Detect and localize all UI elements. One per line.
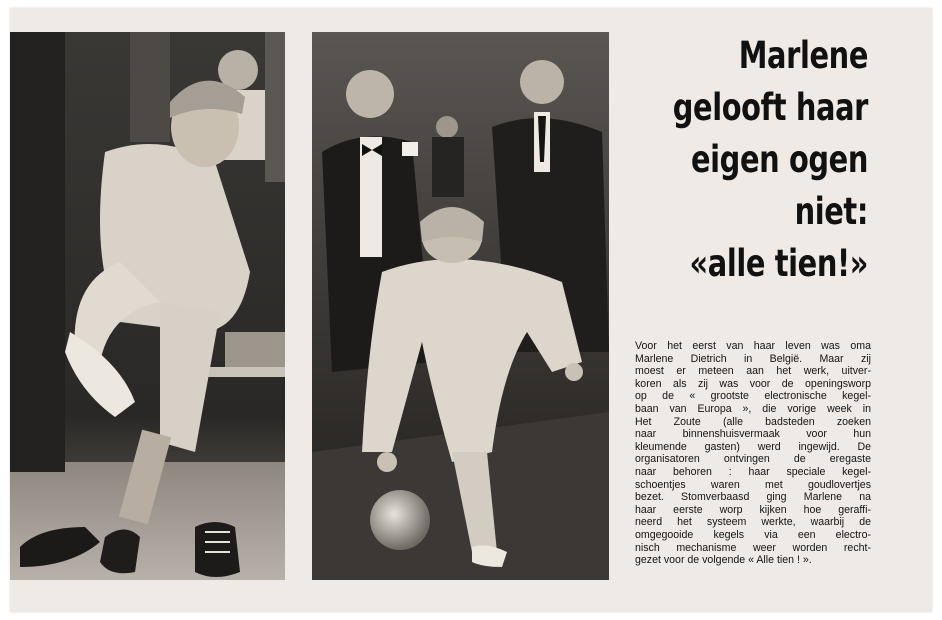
- headline-line: Marlene: [738, 34, 868, 77]
- body-line: bezet. Stomverbaasd ging Marlene na: [635, 491, 871, 504]
- body-line: haar eerste worp kijken hoe geraffi-: [635, 503, 871, 516]
- headline-line: «alle tien!»: [689, 242, 868, 285]
- body-line: naar binnenshuisvermaak voor hun: [635, 428, 871, 441]
- body-line: schoentjes waren met goudlovertjes: [635, 478, 871, 491]
- photo-marlene-putting-on-shoes: [10, 32, 285, 580]
- body-line: naar behoren : haar speciale kegel-: [635, 465, 871, 478]
- body-line: neerd het systeem werkte, waarbij de: [635, 516, 871, 529]
- body-line: baan van Europa », die vorige week in: [635, 402, 871, 415]
- body-line: Het Zoute (alle badsteden zoeken: [635, 415, 871, 428]
- headline-line: eigen ogen: [691, 138, 868, 181]
- magazine-page: [10, 8, 932, 612]
- body-line: koren als zij was voor de openingsworp: [635, 377, 871, 390]
- body-line: Marlene Dietrich in België. Maar zij: [635, 352, 871, 365]
- body-line: nisch mechanisme weer worden recht-: [635, 541, 871, 554]
- article-body: [635, 340, 871, 567]
- body-line: gezet voor de volgende « Alle tien ! ».: [635, 554, 812, 567]
- body-line: organisatoren ontvingen de eregaste: [635, 453, 871, 466]
- headline-line: niet:: [794, 190, 868, 233]
- body-line: Voor het eerst van haar leven was oma: [635, 340, 871, 352]
- article-headline: [665, 30, 868, 290]
- body-line: moest er meteen aan het werk, uitver-: [635, 365, 871, 378]
- photo-marlene-bowling: [312, 32, 609, 580]
- body-line: op de « grootste electronische kegel-: [635, 390, 871, 403]
- headline-line: gelooft haar: [672, 86, 868, 129]
- body-line: omgegooide kegels via een electro-: [635, 528, 871, 541]
- body-line: kleumende gasten) werd ingewijd. De: [635, 440, 871, 453]
